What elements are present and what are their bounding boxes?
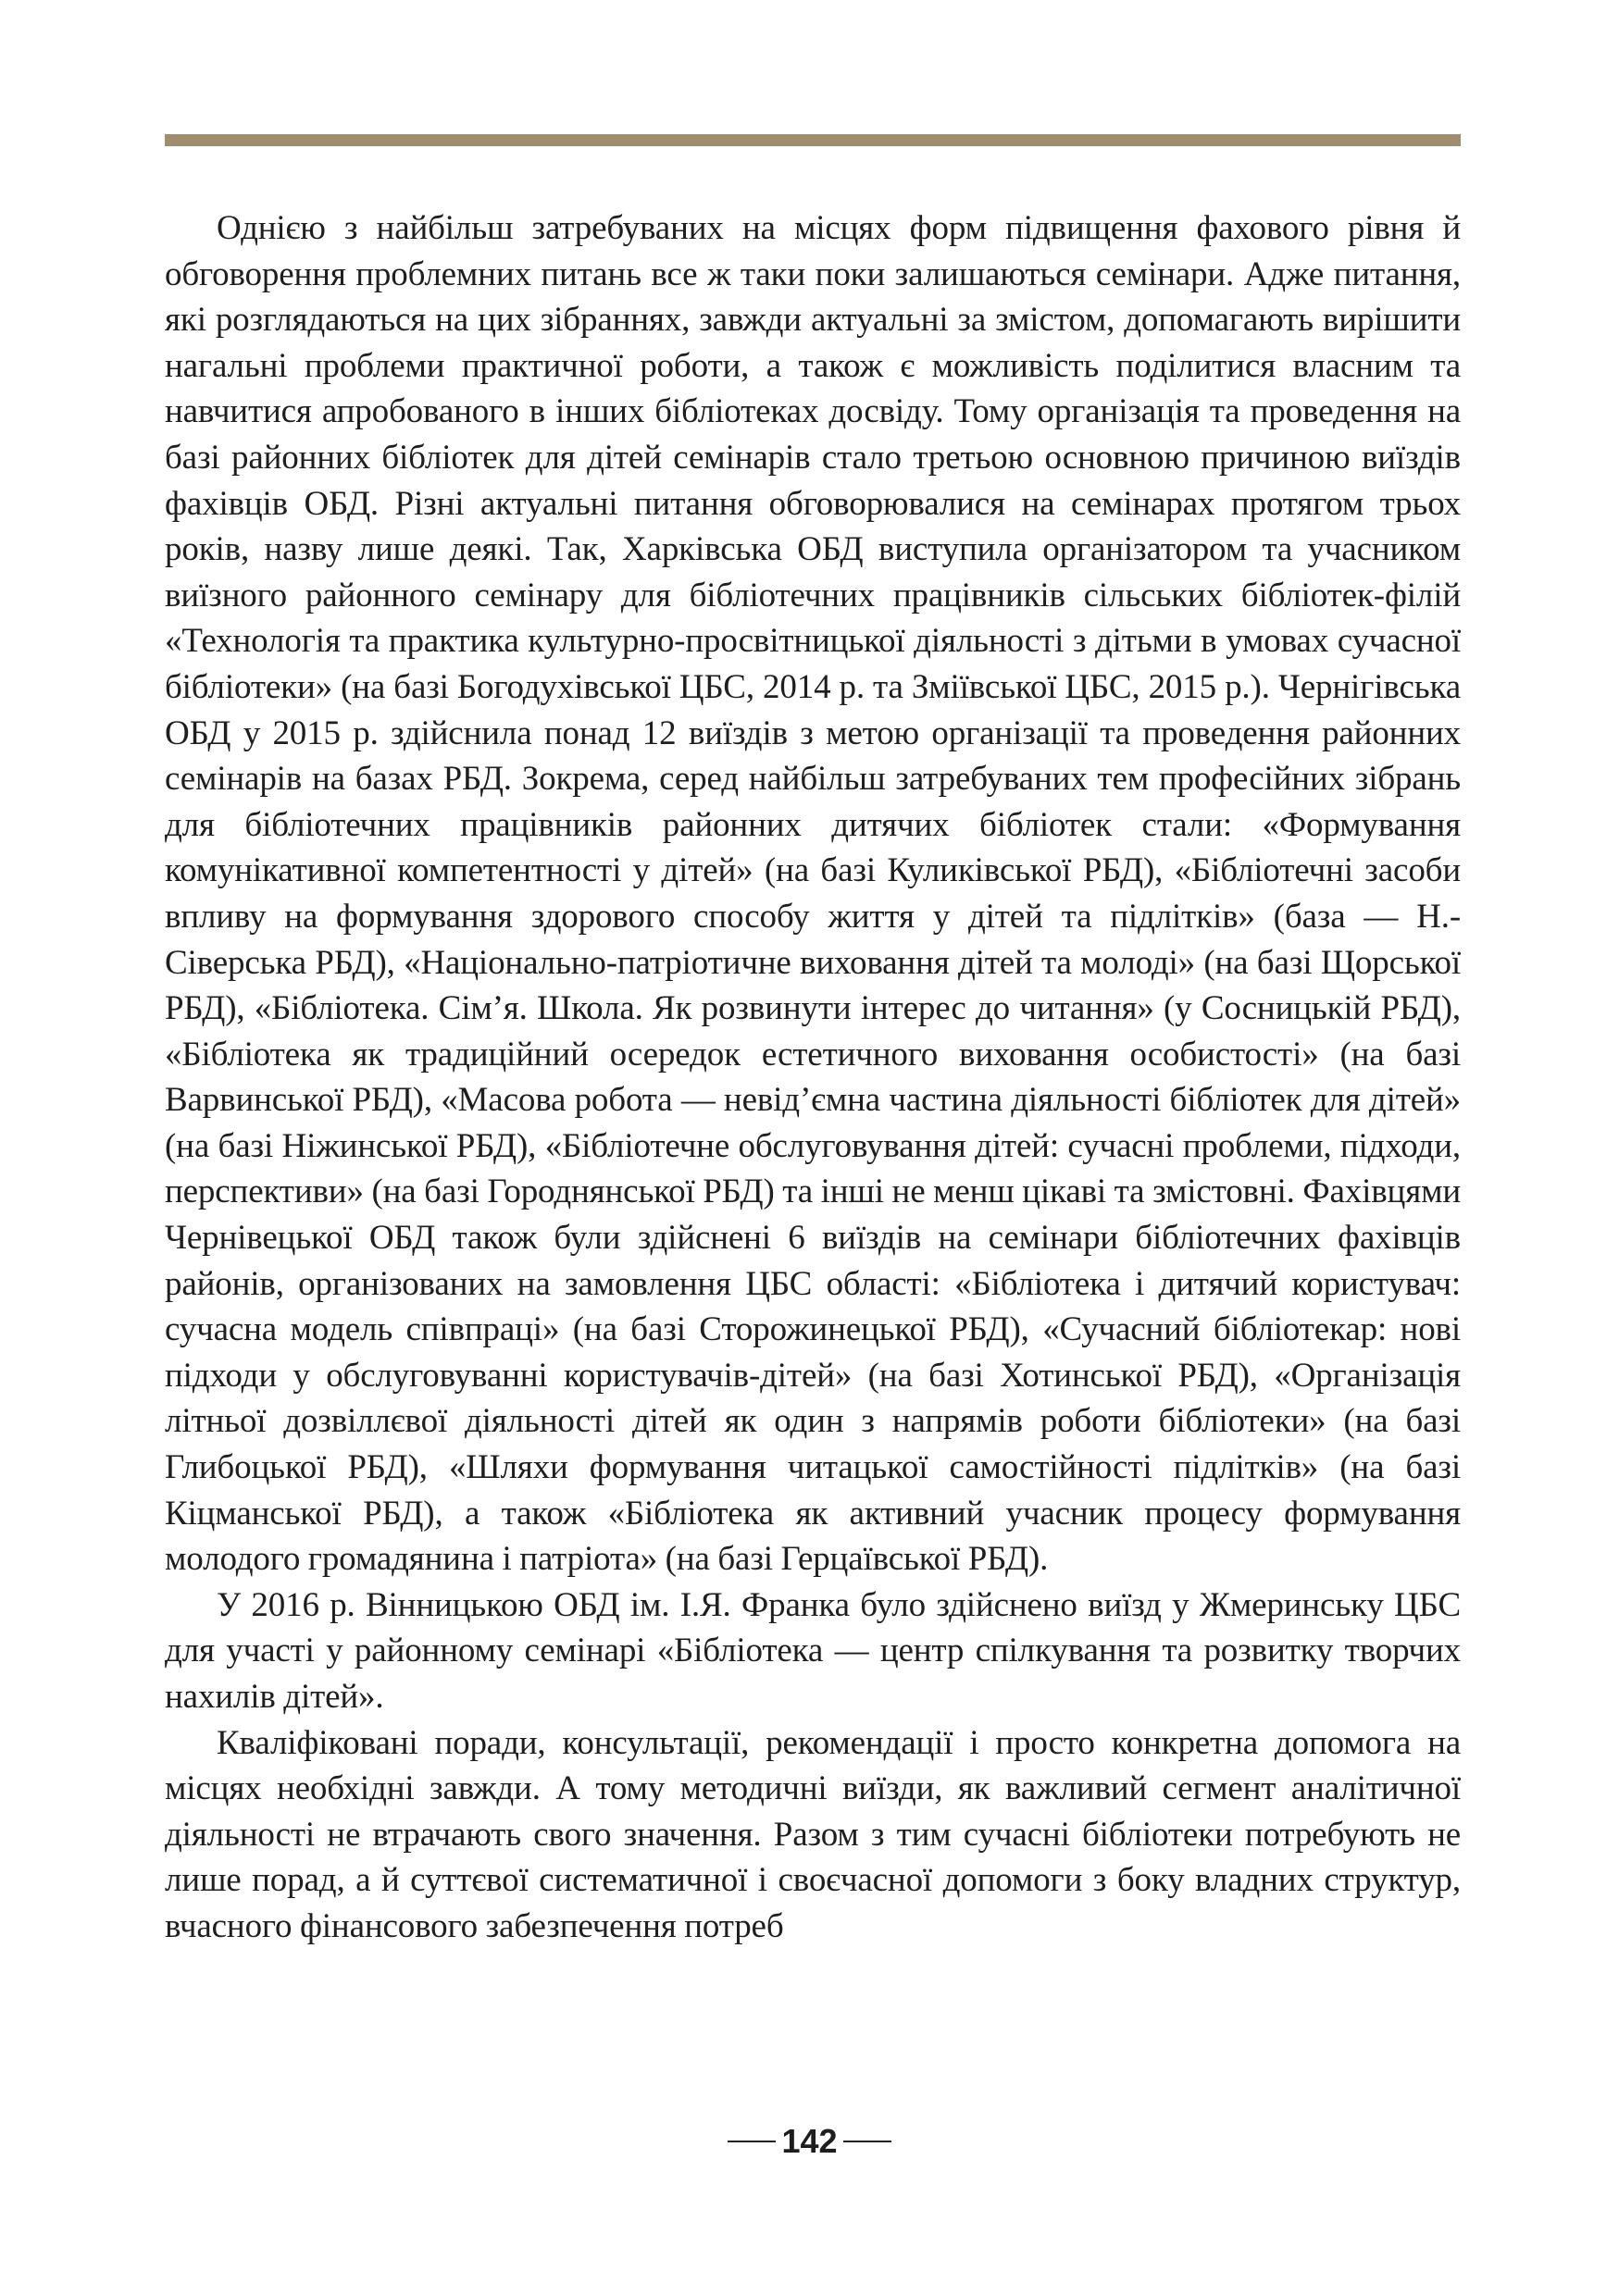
page-number: 142 (781, 2122, 838, 2160)
body-paragraph: Кваліфіковані поради, консультації, рекомендації і просто конкретна допомога на місцях необхідні завжди. А тому методичні виїзди, як важливий сегмент аналітичної діяльності не втрачають свого значення. Разом з тим сучасні бібліотеки потребують не лише порад, а й суттєвої систематичної і своєчасної допомоги з боку владних структур, вчасного фінансового забезпечення потреб (165, 1723, 1461, 1945)
header-rule (165, 134, 1461, 146)
body-paragraph: У 2016 р. Вінницькою ОБД ім. І.Я. Франка було здійснено виїзд у Жмеринську ЦБС для участі у районному семінарі «Бібліотека — центр спілкування та розвитку творчих нахилів дітей». (165, 1585, 1461, 1716)
folio-line-right (843, 2141, 891, 2142)
page-footer (0, 2123, 1619, 2160)
body-paragraph: Однією з найбільш затребуваних на місцях форм підвищення фахового рівня й обговорення проблемних питань все ж таки поки залишаються семінари. Адже питання, які розглядаються на цих зібраннях, завжди актуальні за змістом, допомагають вирішити нагальні проблеми практичної роботи, а також є можливість поділитися власним та навчитися апробованого в інших бібліотеках досвіду. Тому організація та проведення на базі районних бібліотек для дітей семінарів стало третьою основною причиною виїздів фахівців ОБД. Різні актуальні питання обговорювалися на семінарах протягом трьох років, назву лише деякі. Так, Харківська ОБД виступила організатором та учасником виїзного районного семінару для бібліотечних працівників сільських бібліотек-філій «Технологія та практика культурно-просвітницької діяльності з дітьми в умовах сучасної бібліотеки» (на базі Богодухівської ЦБС, 2014 р. та Зміївської ЦБС, 2015 р.). Чернігівська ОБД у 2015 р. здійснила понад 12 виїздів з метою організації та проведення районних семінарів на базах РБД. Зокрема, серед найбільш затребуваних тем професійних зібрань для бібліотечних працівників районних дитячих бібліотек стали: «Формування комунікативної компетентності у дітей» (на базі Куликівської РБД), «Бібліотечні засоби впливу на формування здорового способу життя у дітей та підлітків» (база — Н.-Сіверська РБД), «Національно-патріотичне виховання дітей та молоді» (на базі Щорської РБД), «Бібліотека. Сім’я. Школа. Як розвинути інтерес до читання» (у Сосницькій РБД), «Бібліотека як традиційний осередок естетичного виховання особистості» (на базі Варвинської РБД), «Масова робота — невід’ємна частина діяльності бібліотек для дітей» (на базі Ніжинської РБД), «Бібліотечне обслуговування дітей: сучасні проблеми, підходи, перспективи» (на базі Городнянської РБД) та інші не менш цікаві та змістовні. Фахівцями Чернівецької ОБД також були здійснені 6 виїздів на семінари бібліотечних фахівців районів, організованих на замовлення ЦБС області: «Бібліотека і дитячий користувач: сучасна модель співпраці» (на базі Сторожинецької РБД), «Сучасний бібліотекар: нові підходи у обслуговуванні користувачів-дітей» (на базі Хотинської РБД), «Організація літньої дозвіллєвої діяльності дітей як один з напрямів роботи бібліотеки» (на базі Глибоцької РБД), «Шляхи формування читацької самостійності підлітків» (на базі Кіцманської РБД), а також «Бібліотека як активний учасник процесу формування молодого громадянина і патріота» (на базі Герцаївської РБД). (165, 209, 1461, 1579)
folio-line-left (728, 2141, 776, 2142)
page-body (165, 205, 1461, 1950)
